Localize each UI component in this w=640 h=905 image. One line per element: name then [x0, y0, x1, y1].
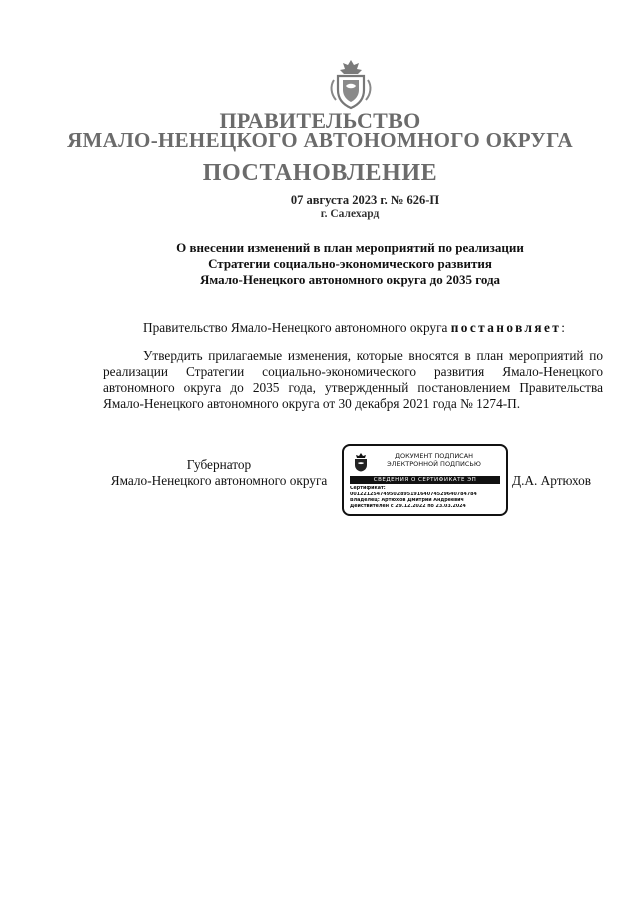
stamp-details — [350, 486, 504, 510]
stamp-cert-label: Сертификат: — [350, 486, 386, 491]
stamp-validity: Действителен с 29.12.2022 по 23.03.2024 — [350, 504, 466, 509]
document-subject — [140, 240, 560, 288]
signatory-name: Д.А. Артюхов — [512, 473, 592, 488]
preamble-colon: : — [561, 320, 565, 335]
city: г. Салехард — [320, 208, 380, 220]
preamble — [143, 320, 565, 336]
subject-line: Стратегии социально-экономического развития — [208, 256, 492, 271]
decree-word: постановляет — [450, 320, 562, 335]
electronic-signature-stamp — [342, 444, 508, 516]
stamp-heading — [374, 452, 494, 468]
document-type: ПОСТАНОВЛЕНИЕ — [202, 160, 438, 186]
region-title: ЯМАЛО-НЕНЕЦКОГО АВТОНОМНОГО ОКРУГА — [67, 128, 573, 152]
body-paragraph: Утвердить прилагаемые изменения, которые вносятся в план мероприятий по реализации Стратегии социально-экономического развития Ямало-Ненецкого автономного округа до 2035 года, утвержденный постановлением Правительства Ямало-Ненецкого автономного округа от 30 декабря 2021 года № 1274-П. — [103, 348, 603, 411]
coat-of-arms-icon — [328, 58, 374, 110]
government-title: ПРАВИТЕЛЬСТВО — [219, 108, 421, 133]
stamp-owner: Владелец: Артюхов Дмитрий Андреевич — [350, 498, 464, 503]
signatory-title-line: Губернатор — [186, 457, 252, 472]
signatory-title — [100, 457, 338, 489]
date-number: 07 августа 2023 г. № 626-П — [290, 193, 440, 207]
subject-line: Ямало-Ненецкого автономного округа до 2035 года — [199, 272, 501, 287]
stamp-heading-line: ДОКУМЕНТ ПОДПИСАН — [394, 452, 474, 460]
preamble-text: Правительство Ямало-Ненецкого автономного округа — [143, 320, 451, 335]
stamp-cert-number: 00122125474950289519164074529640784784 — [350, 492, 477, 497]
stamp-heading-line: ЭЛЕКТРОННОЙ ПОДПИСЬЮ — [387, 460, 481, 468]
signatory-title-line: Ямало-Ненецкого автономного округа — [110, 473, 328, 488]
stamp-certificate-bar: СВЕДЕНИЯ О СЕРТИФИКАТЕ ЭП — [350, 476, 500, 484]
subject-line: О внесении изменений в план мероприятий по реализации — [176, 240, 524, 255]
coat-of-arms-icon — [352, 452, 370, 472]
